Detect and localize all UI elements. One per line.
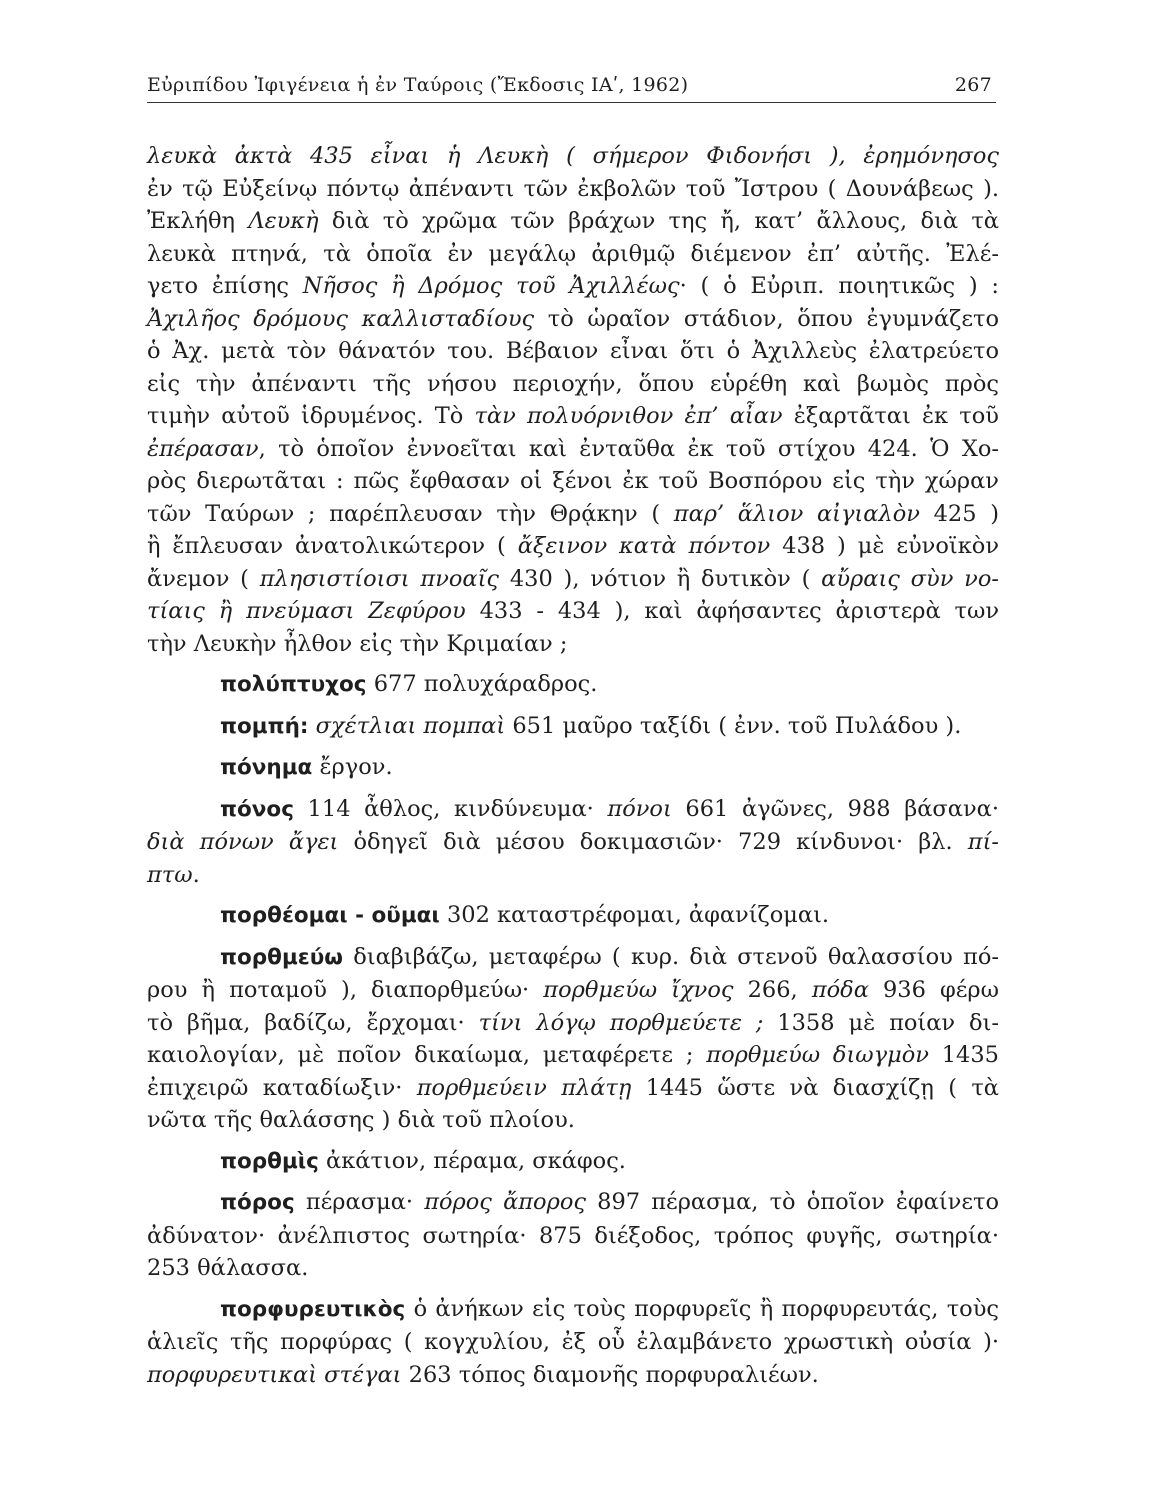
- text-line: γετο ἐπίσης Νῆσος ἢ Δρόμος τοῦ Ἀχιλλέως· ( ὁ Εὐριπ. ποιητικῶς ) :: [147, 273, 999, 299]
- text-line: λευκὰ πτηνά, τὰ ὁποῖα ἐν μεγάλῳ ἀριθμῷ διέμενον ἐπ’ αὐτῆς. Ἐλέ-: [147, 240, 999, 267]
- text-line: Ἐκλήθη Λευκὴ διὰ τὸ χρῶμα τῶν βράχων της ἤ, κατ’ ἄλλους, διὰ τὰ: [147, 208, 999, 234]
- text-line: ρου ἢ ποταμοῦ ), διαπορθμεύω· πορθμεύω ἴχνος 266, πόδα 936 φέρω: [147, 977, 1000, 1003]
- glossary-entry: πόρος πέρασμα· πόρος ἄπορος 897 πέρασμα, τὸ ὁποῖον ἐφαίνετο: [220, 1189, 1000, 1215]
- text-line: ἐν τῷ Εὐξείνῳ πόντῳ ἀπέναντι τῶν ἐκβολῶν τοῦ Ἴστρου ( Δουνάβεως ).: [147, 175, 999, 202]
- headword: πόνημα: [220, 755, 313, 780]
- text-line: καιολογίαν, μὲ ποῖον δικαίωμα, μεταφέρετε ; πορθμεύω διωγμὸν 1435: [147, 1042, 999, 1068]
- glossary-body: [147, 140, 999, 1391]
- running-head: [147, 68, 996, 103]
- text-line: νῶτα τῆς θαλάσσης ) διὰ τοῦ πλοίου.: [147, 1107, 575, 1133]
- glossary-entry: πολύπτυχος 677 πολυχάραδρος.: [220, 671, 598, 697]
- text-line: εἰς τὴν ἀπέναντι τῆς νήσου περιοχήν, ὅπου εὑρέθη καὶ βωμὸς πρὸς: [147, 370, 999, 397]
- page-number: 267: [954, 74, 992, 96]
- headword: πόρος: [220, 1190, 295, 1215]
- text-line: πορφυρευτικαὶ στέγαι 263 τόπος διαμονῆς πορφυραλιέων.: [147, 1361, 819, 1388]
- headword: πόνος: [220, 796, 294, 822]
- headword: πορθμὶς: [220, 1148, 319, 1174]
- text-line: τίαις ἢ πνεύμασι Ζεφύρου 433 - 434 ), καὶ ἀφήσαντες ἀριστερὰ των: [147, 598, 999, 624]
- text-line: πτω.: [147, 861, 200, 888]
- text-line: ἀδύνατον· ἀνέλπιστος σωτηρία· 875 διέξοδος, τρόπος φυγῆς, σωτηρία·: [147, 1222, 999, 1249]
- headword: πορθμεύω: [220, 944, 343, 970]
- text-line: ἄνεμον ( πλησιστίοισι πνοαῖς 430 ), νότιον ἢ δυτικὸν ( αὔραις σὺν νο-: [147, 565, 999, 592]
- text-line: 253 θάλασσα.: [147, 1255, 309, 1281]
- text-line: λευκὰ ἀκτὰ 435 εἶναι ἡ Λευκὴ ( σήμερον Φιδονήσι ), ἐρημόνησος: [147, 143, 999, 169]
- text-line: τῶν Ταύρων ; παρέπλευσαν τὴν Θρᾴκην ( παρ’ ἅλιον αἰγιαλὸν 425 ): [147, 500, 999, 527]
- glossary-entry: πορφυρευτικὸς ὁ ἀνήκων εἰς τοὺς πορφυρεῖς ἢ πορφυρευτάς, τοὺς: [220, 1295, 999, 1322]
- text-line: ἢ ἔπλευσαν ἀνατολικώτερον ( ἄξεινον κατὰ πόντον 438 ) μὲ εὐνοϊκὸν: [147, 533, 999, 559]
- headword: πορθέομαι - οῦμαι: [220, 903, 440, 928]
- text-line: ἐπέρασαν, τὸ ὁποῖον ἐννοεῖται καὶ ἐνταῦθα ἐκ τοῦ στίχου 424. Ὁ Χο-: [147, 435, 999, 462]
- glossary-entry: πομπή: σχέτλιαι πομπαὶ 651 μαῦρο ταξίδι ( ἐνν. τοῦ Πυλάδου ).: [220, 712, 962, 739]
- text-line: διὰ πόνων ἄγει ὁδηγεῖ διὰ μέσου δοκιμασιῶν· 729 κίνδυνοι· βλ. πί-: [147, 829, 999, 855]
- glossary-entry: πορθμεύω διαβιβάζω, μεταφέρω ( κυρ. διὰ στενοῦ θαλασσίου πό-: [220, 943, 999, 970]
- glossary-entry: πορθμὶς ἀκάτιον, πέραμα, σκάφος.: [220, 1147, 626, 1174]
- glossary-entry: πόνημα ἔργον.: [220, 754, 393, 780]
- glossary-entry: πορθέομαι - οῦμαι 302 καταστρέφομαι, ἀφανίζομαι.: [220, 902, 830, 928]
- text-line: ρὸς διερωτᾶται : πῶς ἔφθασαν οἱ ξένοι ἐκ τοῦ Βοσπόρου εἰς τὴν χώραν: [147, 468, 999, 494]
- glossary-entry: πόνος 114 ἆθλος, κινδύνευμα· πόνοι 661 ἀγῶνες, 988 βάσανα·: [220, 795, 999, 822]
- text-line: ἁλιεῖς τῆς πορφύρας ( κογχυλίου, ἐξ οὗ ἐλαμβάνετο χρωστικὴ οὐσία )·: [147, 1329, 999, 1355]
- text-line: ἐπιχειρῶ καταδίωξιν· πορθμεύειν πλάτῃ 1445 ὥστε νὰ διασχίζῃ ( τὰ: [147, 1074, 999, 1101]
- running-title: Εὐριπίδου Ἰφιγένεια ἡ ἐν Ταύροις (Ἔκδοσις ΙΑʹ, 1962): [147, 74, 689, 96]
- text-line: τὴν Λευκὴν ἦλθον εἰς τὴν Κριμαίαν ;: [147, 630, 568, 657]
- text-line: τὸ βῆμα, βαδίζω, ἔρχομαι· τίνι λόγῳ πορθμεύετε ; 1358 μὲ ποίαν δι-: [147, 1009, 999, 1036]
- text-line: Ἀχιλῆος δρόμους καλλισταδίους τὸ ὡραῖον στάδιον, ὅπου ἐγυμνάζετο: [147, 305, 999, 332]
- headword: πορφυρευτικὸς: [220, 1296, 406, 1322]
- headword: πομπή:: [220, 713, 309, 739]
- headword: πολύπτυχος: [220, 672, 367, 697]
- text-line: ὁ Ἀχ. μετὰ τὸν θάνατόν του. Βέβαιον εἶναι ὅτι ὁ Ἀχιλλεὺς ἐλατρεύετο: [147, 338, 999, 364]
- text-line: τιμὴν αὐτοῦ ἱδρυμένος. Τὸ τὰν πολυόρνιθον ἐπ’ αἶαν ἐξαρτᾶται ἐκ τοῦ: [147, 403, 999, 429]
